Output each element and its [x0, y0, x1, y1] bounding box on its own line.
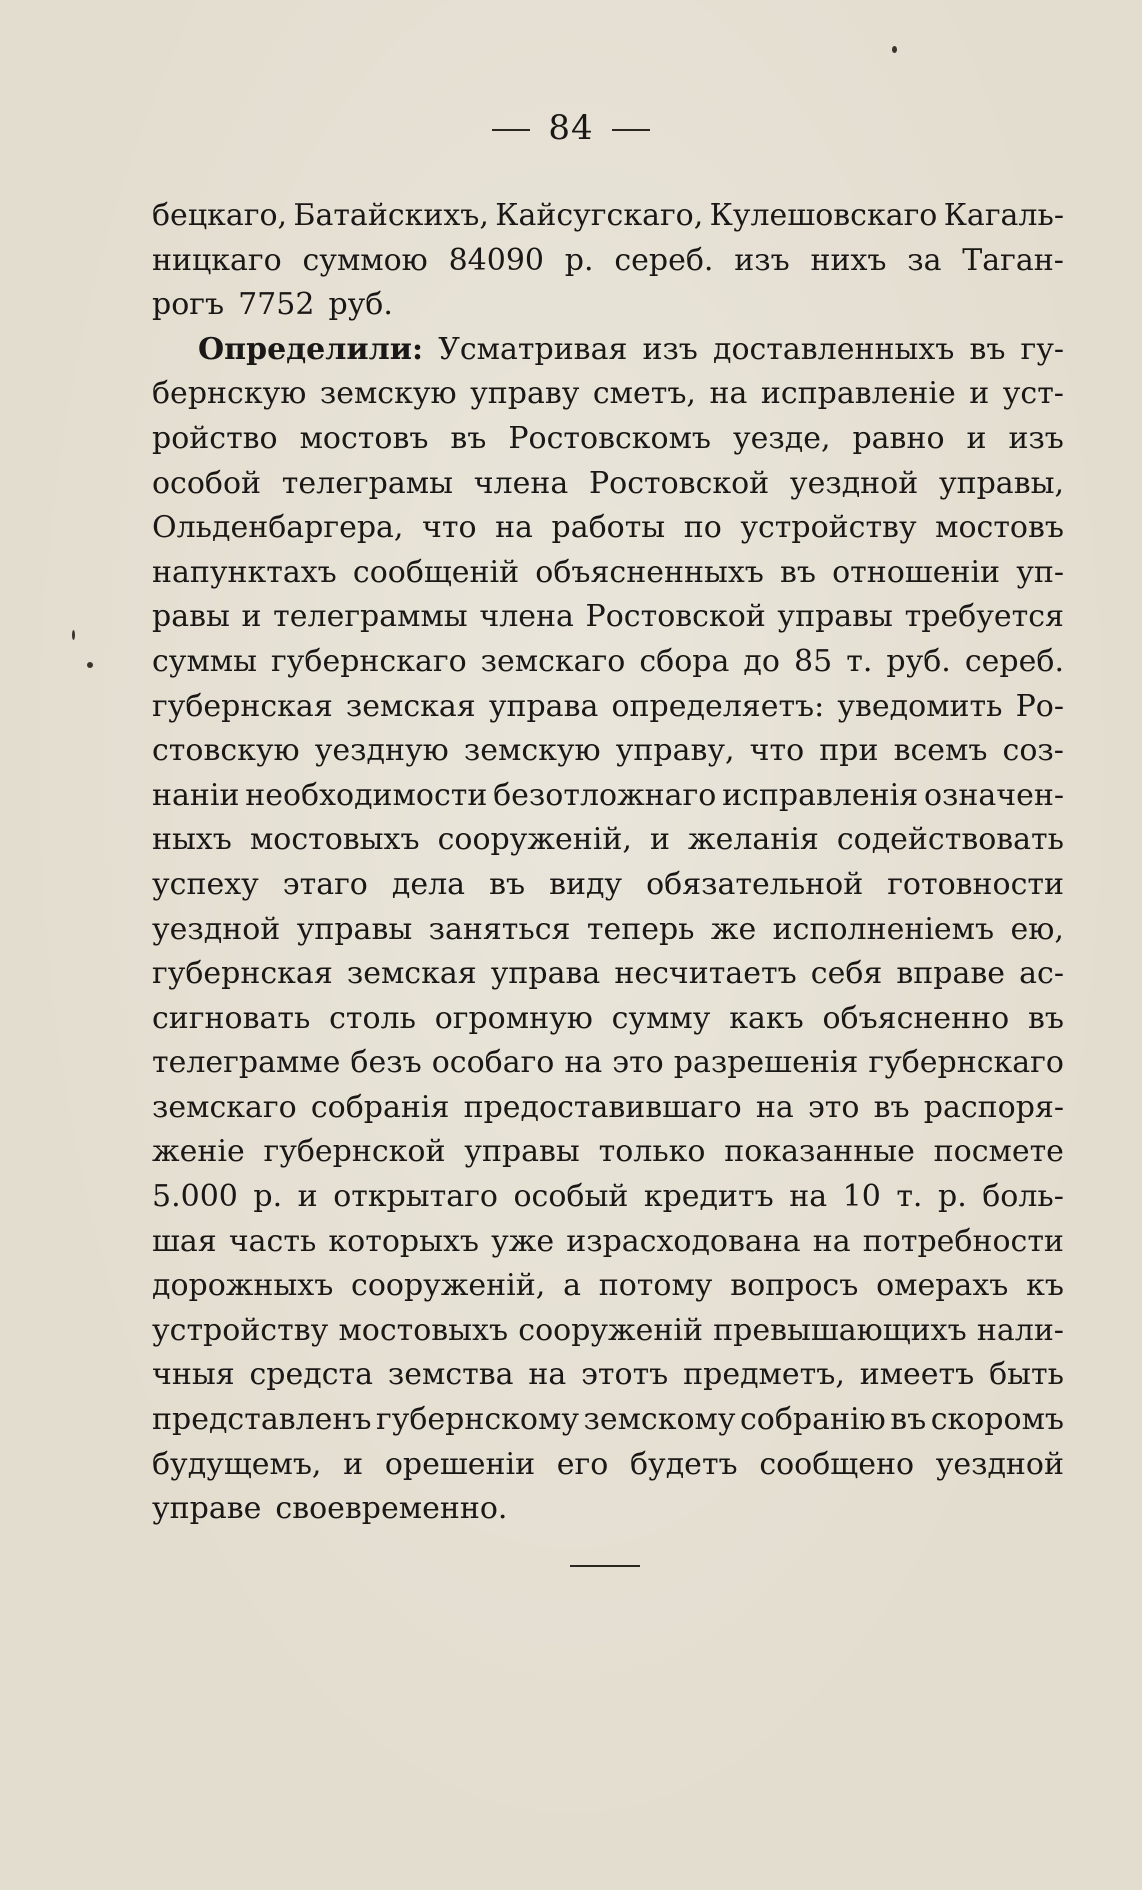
text-word: а — [563, 1268, 581, 1304]
text-word: что — [749, 733, 805, 769]
text-word: объясненныхъ — [535, 554, 764, 590]
text-word: къ — [1026, 1268, 1064, 1304]
text-word: мостовъ — [299, 420, 429, 456]
text-word: на — [709, 376, 748, 412]
text-word: р. — [564, 242, 594, 278]
text-word: обязательной — [646, 866, 864, 902]
text-word: Кагаль- — [943, 198, 1064, 233]
text-word: израсходована — [566, 1223, 801, 1259]
ink-speck — [892, 46, 897, 53]
body-text — [152, 194, 1064, 1532]
text-word: управе — [152, 1491, 262, 1527]
text-line — [152, 1220, 1064, 1265]
text-word: сооруженій — [518, 1312, 703, 1348]
text-word: требуется — [904, 599, 1064, 635]
text-word: всемъ — [893, 733, 988, 769]
text-word: Ростовской — [585, 599, 766, 635]
text-word: готовности — [887, 866, 1064, 902]
text-line — [152, 239, 1064, 284]
text-word: Ольденбаргера, — [152, 510, 404, 546]
text-word: на — [495, 510, 533, 546]
text-word: и — [343, 1446, 364, 1482]
text-word: же — [710, 911, 757, 947]
text-word: Таган- — [962, 242, 1064, 278]
text-word: сумму — [611, 1000, 711, 1036]
text-line — [152, 1175, 1064, 1220]
text-word: телеграмме — [152, 1045, 341, 1081]
text-word: сбора — [639, 643, 730, 679]
text-word: вопросъ — [730, 1268, 859, 1304]
text-word: земскаго — [480, 643, 626, 679]
text-word: 10 — [842, 1179, 881, 1215]
text-word: безъ — [350, 1045, 422, 1081]
text-word: въ — [890, 1402, 927, 1438]
text-word: соз- — [1002, 733, 1064, 769]
text-word: работы — [551, 510, 666, 546]
text-word: стовскую — [152, 733, 300, 769]
text-word: боль- — [982, 1179, 1064, 1215]
text-line — [152, 506, 1064, 551]
text-word: нихъ — [810, 242, 887, 278]
text-word: равы — [152, 599, 230, 635]
text-word: члена — [479, 599, 574, 635]
text-word: сообщеній — [352, 554, 520, 590]
text-word: содействовать — [836, 822, 1064, 858]
text-word: ныхъ — [152, 822, 232, 858]
text-word: Батайскихъ, — [293, 198, 489, 233]
text-word: 84090 — [448, 242, 545, 278]
text-word: средста — [249, 1357, 374, 1393]
text-word: на — [564, 1045, 603, 1081]
text-word: уездной — [152, 911, 281, 947]
text-word: 85 — [794, 643, 833, 679]
text-word: въ — [969, 331, 1006, 367]
text-word: на — [755, 1089, 794, 1125]
text-word: губернская — [152, 956, 333, 992]
text-word: сереб. — [964, 643, 1064, 679]
text-line — [152, 1264, 1064, 1309]
page-number-dash-left — [492, 129, 530, 131]
text-word: дела — [391, 866, 466, 902]
text-word: будетъ — [630, 1446, 738, 1482]
text-word: члена — [473, 465, 569, 501]
text-word: управу, — [615, 733, 735, 769]
text-word: земская — [345, 688, 476, 724]
text-word: телеграммы — [273, 599, 468, 635]
text-word: до — [743, 643, 780, 679]
text-word: сереб. — [614, 242, 714, 278]
text-word: Ростовскомъ — [508, 420, 711, 456]
text-word: земскому — [583, 1402, 736, 1438]
text-line — [152, 462, 1064, 507]
text-word: губернскому — [375, 1402, 579, 1438]
text-word: имеетъ — [859, 1357, 975, 1393]
text-word: представленъ — [152, 1402, 372, 1438]
text-word: превышающихъ — [713, 1312, 967, 1348]
text-line — [152, 283, 1064, 328]
text-word: что — [422, 510, 477, 546]
text-word: управа — [490, 956, 601, 992]
text-word: ас- — [1019, 956, 1064, 992]
section-end-rule — [570, 1565, 640, 1567]
text-word: 5.000 — [152, 1179, 238, 1215]
ink-speck — [87, 662, 93, 668]
text-word: быть — [989, 1357, 1064, 1393]
text-word: въ — [873, 1089, 910, 1125]
resolution-heading: Определили: — [198, 331, 424, 367]
text-word: исправленія — [722, 777, 919, 813]
text-word: это — [612, 1045, 664, 1081]
text-word: потребности — [862, 1223, 1064, 1259]
text-line — [152, 1353, 1064, 1398]
text-line — [152, 818, 1064, 863]
text-word: губернскаго — [271, 643, 467, 679]
text-word: какъ — [729, 1000, 804, 1036]
text-word: означен- — [923, 777, 1064, 813]
text-word: предоставившаго — [463, 1089, 742, 1125]
text-word: собранія — [310, 1089, 450, 1125]
text-word: сооруженій, — [437, 822, 632, 858]
text-word: уездной — [935, 1446, 1064, 1482]
text-word: посмете — [933, 1134, 1064, 1170]
text-word: земства — [387, 1357, 514, 1393]
text-word: доставленныхъ — [712, 331, 955, 367]
text-word: Ростовской — [588, 465, 770, 501]
text-word: предметъ, — [683, 1357, 845, 1393]
text-line — [152, 1487, 1064, 1532]
text-word: Усматривая — [438, 331, 628, 367]
text-word: руб. — [886, 643, 951, 679]
page-number-value: 84 — [548, 108, 594, 148]
text-word: открытаго — [333, 1179, 498, 1215]
text-word: только — [598, 1134, 706, 1170]
text-line — [152, 372, 1064, 417]
text-word: суммою — [302, 242, 428, 278]
text-word: уведомить — [837, 688, 1003, 724]
text-word: управу — [470, 376, 580, 412]
text-word: сигновать — [152, 1000, 311, 1036]
text-word: рогъ — [152, 287, 225, 323]
text-word: будущемъ, — [152, 1446, 322, 1482]
text-word: и — [966, 420, 987, 456]
text-word: изъ — [734, 242, 790, 278]
text-word: особой — [152, 465, 262, 501]
text-word: своевременно. — [275, 1491, 508, 1527]
text-word: определяетъ: — [611, 688, 825, 724]
text-line — [152, 1398, 1064, 1443]
text-word: Кайсугскаго, — [495, 198, 704, 233]
text-word: шая — [152, 1223, 217, 1259]
page-number — [0, 108, 1142, 148]
text-word: виду — [549, 866, 623, 902]
text-word: на — [789, 1179, 828, 1215]
text-line — [152, 997, 1064, 1042]
text-line — [152, 774, 1064, 819]
text-word: мостовыхъ — [249, 822, 420, 858]
text-word: распоря- — [923, 1089, 1064, 1125]
text-word: бернскую — [152, 376, 307, 412]
text-word: въ — [1028, 1000, 1064, 1036]
text-word: Кулешовскаго — [709, 198, 938, 233]
text-word: земскаго — [152, 1089, 297, 1125]
text-word: его — [556, 1446, 609, 1482]
text-line — [152, 551, 1064, 596]
text-word: несчитаетъ — [614, 956, 797, 992]
text-word: отношеніи — [832, 554, 1001, 590]
text-word: ницкаго — [152, 242, 282, 278]
text-word: разрешенія — [673, 1045, 859, 1081]
text-word: сметъ, — [592, 376, 696, 412]
text-word: и — [241, 599, 262, 635]
text-word: потому — [598, 1268, 713, 1304]
text-word: р. — [253, 1179, 283, 1215]
text-word: на — [812, 1223, 851, 1259]
text-word: руб. — [328, 287, 393, 323]
text-word: теперь — [586, 911, 695, 947]
text-word: управа — [488, 688, 599, 724]
text-word: управы — [464, 1134, 580, 1170]
text-line — [152, 685, 1064, 730]
text-word: уп- — [1016, 554, 1064, 590]
text-word: исправленіе — [760, 376, 956, 412]
text-word: губернскаго — [868, 1045, 1064, 1081]
text-line — [152, 952, 1064, 997]
text-word: напунктахъ — [152, 554, 337, 590]
text-line — [152, 1309, 1064, 1354]
text-word: губернской — [263, 1134, 446, 1170]
text-word: въ — [489, 866, 526, 902]
text-line — [152, 1086, 1064, 1131]
text-word: устройству — [740, 510, 917, 546]
text-line — [152, 595, 1064, 640]
text-word: телеграмы — [281, 465, 453, 501]
ink-speck — [72, 630, 75, 640]
text-word: бецкаго, — [152, 198, 288, 233]
text-word: 7752 — [238, 287, 315, 323]
text-word: чныя — [152, 1357, 235, 1393]
text-word: въ — [450, 420, 487, 456]
text-word: нали- — [976, 1312, 1064, 1348]
text-word: изъ — [642, 331, 698, 367]
text-word: сооруженій, — [351, 1268, 546, 1304]
text-word: особый — [513, 1179, 629, 1215]
text-word: успеху — [152, 866, 259, 902]
text-word: это — [807, 1089, 860, 1125]
text-word: уезде, — [732, 420, 831, 456]
text-word: изъ — [1008, 420, 1064, 456]
text-word: равно — [852, 420, 945, 456]
text-word: Ро- — [1015, 688, 1064, 724]
text-word: за — [907, 242, 942, 278]
text-word: показанные — [724, 1134, 915, 1170]
text-word: мостовъ — [935, 510, 1064, 546]
text-word: и — [969, 376, 990, 412]
text-word: т. — [896, 1179, 923, 1215]
text-line — [152, 194, 1064, 239]
text-word: объясненно — [822, 1000, 1010, 1036]
text-word: которыхъ — [328, 1223, 479, 1259]
text-word: особаго — [431, 1045, 555, 1081]
text-word: на — [528, 1357, 567, 1393]
text-word: управы — [296, 911, 413, 947]
text-word: по — [683, 510, 722, 546]
text-word: ройство — [152, 420, 278, 456]
text-word: омерахъ — [876, 1268, 1009, 1304]
text-word: этаго — [282, 866, 368, 902]
text-word: земскую — [463, 733, 601, 769]
text-line — [152, 328, 1064, 373]
text-line — [152, 863, 1064, 908]
text-line — [152, 1443, 1064, 1488]
text-word: при — [819, 733, 879, 769]
text-word: земская — [346, 956, 477, 992]
text-word: управы — [777, 599, 893, 635]
text-word: безотложнаго — [493, 777, 717, 813]
text-word: кредитъ — [643, 1179, 774, 1215]
text-word: заняться — [428, 911, 571, 947]
text-word: вправе — [896, 956, 1006, 992]
text-word: суммы — [152, 643, 257, 679]
text-word: управы, — [938, 465, 1064, 501]
text-word: дорожныхъ — [152, 1268, 334, 1304]
text-word: желанія — [687, 822, 819, 858]
text-word: столь — [329, 1000, 416, 1036]
text-line — [152, 729, 1064, 774]
text-word: уст- — [1002, 376, 1064, 412]
text-word: сообщено — [759, 1446, 914, 1482]
text-word: огромную — [434, 1000, 593, 1036]
text-line — [152, 1130, 1064, 1175]
text-word: уездной — [789, 465, 919, 501]
text-word: устройству — [152, 1312, 329, 1348]
text-word: скоромъ — [930, 1402, 1064, 1438]
text-word: необходимости — [245, 777, 488, 813]
text-word: р. — [937, 1179, 967, 1215]
text-word: уже — [491, 1223, 555, 1259]
text-word: и — [297, 1179, 318, 1215]
text-word: губернская — [152, 688, 333, 724]
text-line — [152, 417, 1064, 462]
text-word: гу- — [1020, 331, 1064, 367]
text-word: мостовыхъ — [338, 1312, 509, 1348]
text-word: уездную — [314, 733, 449, 769]
text-word: т. — [846, 643, 873, 679]
text-word: себя — [810, 956, 883, 992]
text-word: ею, — [1010, 911, 1064, 947]
text-word: земскую — [319, 376, 457, 412]
text-line — [152, 640, 1064, 685]
text-word: въ — [779, 554, 816, 590]
text-word: наніи — [152, 777, 240, 813]
text-word: женіе — [152, 1134, 245, 1170]
page-number-dash-right — [612, 129, 650, 131]
text-word: и — [649, 822, 670, 858]
text-word: орешеніи — [384, 1446, 536, 1482]
text-word: исполненіемъ — [772, 911, 995, 947]
text-word: собранію — [740, 1402, 886, 1438]
text-word: часть — [228, 1223, 317, 1259]
text-word: этотъ — [581, 1357, 669, 1393]
text-line — [152, 1041, 1064, 1086]
text-line — [152, 908, 1064, 953]
